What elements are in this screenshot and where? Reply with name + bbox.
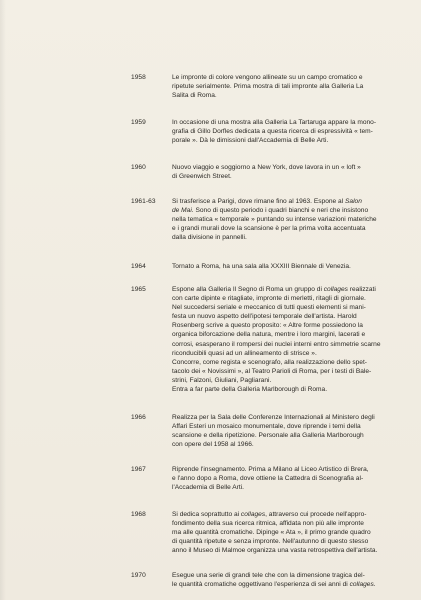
entry-text-line: Espone alla Galleria Il Segno di Roma un gruppo di collages realizzati bbox=[172, 286, 376, 293]
entry-text-line: ma alle quantità cromatiche. Dipinge « Ata », il primo grande quadro bbox=[172, 529, 371, 537]
entry-text-line: Entra a far parte della Galleria Marlborough di Roma. bbox=[172, 386, 328, 394]
entry-text-line: dalla divisione in pannelli. bbox=[172, 234, 247, 242]
entry-text bbox=[172, 413, 412, 449]
entry-text-line: Esegue una serie di grandi tele che con la dimensione tragica del- bbox=[172, 572, 365, 579]
entry-text-line: ripetute serialmente. Prima mostra di tali impronte alla Galleria La bbox=[172, 83, 364, 91]
entry-year: 1967 bbox=[131, 466, 146, 473]
entry-text-line: tacolo dei « Novissimi », al Teatro Parioli di Roma, per i testi di Bale- bbox=[172, 367, 372, 375]
entry-text-line: l'Accademia di Belle Arti. bbox=[172, 484, 244, 492]
entry-text-line: di Greenwich Street. bbox=[172, 173, 232, 181]
entry-text bbox=[172, 465, 412, 492]
entry-text-line: e l'anno dopo a Roma, dove ottiene la Cattedra di Scenografia al- bbox=[172, 475, 364, 483]
entry-text-line: Si dedica soprattutto ai collages, attraverso cui procede nell'appro- bbox=[172, 511, 367, 518]
entry-text bbox=[172, 571, 412, 589]
entry-year: 1966 bbox=[131, 414, 146, 421]
entry-year: 1965 bbox=[131, 286, 146, 293]
entry-text-line: e i grandi murali dove la scansione è per la prima volta accentuata bbox=[172, 225, 366, 233]
entry-year: 1964 bbox=[131, 263, 146, 270]
entry-text bbox=[172, 197, 412, 242]
entry-text bbox=[172, 163, 412, 181]
entry-text-line: porale ». Dà le dimissioni dall'Accademia di Belle Arti. bbox=[172, 137, 329, 145]
entry-year: 1959 bbox=[131, 119, 146, 126]
entry-text-line: le quantità cromatiche oggettivano l'esperienza di sei anni di collages. bbox=[172, 581, 376, 589]
entry-text-line: fondimento della sua ricerca ritmica, affidata non più alle impronte bbox=[172, 520, 364, 528]
entry-text-line: Realizza per la Sala delle Conferenze Internazionali al Ministero degli bbox=[172, 414, 375, 421]
entry-text-line: grafia di Gillo Dorfles dedicata a questa ricerca di espressività « tem- bbox=[172, 128, 373, 136]
entry-text-line: Nuovo viaggio e soggiorno a New York, dove lavora in un « loft » bbox=[172, 164, 361, 171]
entry-text-line: Rosenberg scrive a questo proposito: « Altre forme possiedono la bbox=[172, 322, 363, 330]
entry-text-line: Riprende l'insegnamento. Prima a Milano al Liceo Artistico di Brera, bbox=[172, 466, 369, 473]
entry-text-line: In occasione di una mostra alla Galleria La Tartaruga appare la mono- bbox=[172, 119, 377, 126]
entry-text-line: festa un nuovo aspetto dell'ipotesi temporale dell'artista. Harold bbox=[172, 313, 357, 321]
entry-year: 1958 bbox=[131, 74, 146, 81]
entry-year: 1960 bbox=[131, 164, 146, 171]
entry-text bbox=[172, 262, 412, 271]
entry-text-line: Le impronte di colore vengono allineate su un campo cromatico e bbox=[172, 74, 363, 81]
entry-text-line: organica biforcazione della natura, mentre i loro margini, lacerati e bbox=[172, 331, 366, 339]
entry-text-line: di quantità ripetute e senza impronte. Nell'autunno di questo stesso bbox=[172, 538, 369, 546]
entry-text-line: con opere del 1958 al 1966. bbox=[172, 441, 254, 449]
entry-text bbox=[172, 285, 412, 394]
page-edge-shadow bbox=[0, 0, 6, 600]
entry-text-line: de Mai. Sono di questo periodo i quadri bianchi e neri che insistono bbox=[172, 207, 369, 215]
entry-year: 1961-63 bbox=[131, 198, 156, 205]
entry-text-line: Si trasferisce a Parigi, dove rimane fino al 1963. Espone al Salon bbox=[172, 198, 362, 205]
entry-text-line: strini, Falzoni, Giuliani, Pagliarani. bbox=[172, 376, 272, 384]
entry-text-line: riconducibili quasi ad un allineamento di strisce ». bbox=[172, 349, 317, 357]
entry-year: 1970 bbox=[131, 572, 146, 579]
entry-text-line: corrosi, esasperano il rompersi dei nuclei interni entro simmetrie scarne bbox=[172, 340, 381, 348]
entry-text-line: Salita di Roma. bbox=[172, 92, 217, 100]
entry-text-line: Concorre, come regista e scenografo, alla realizzazione dello spet- bbox=[172, 358, 367, 366]
entry-text-line: Tornato a Roma, ha una sala alla XXXIII Biennale di Venezia. bbox=[172, 263, 351, 270]
entry-text-line: Affari Esteri un mosaico monumentale, dove riprende i temi della bbox=[172, 423, 361, 431]
entry-text bbox=[172, 73, 412, 100]
entry-text-line: Nel succedersi seriale e meccanico di tutti questi elementi si mani- bbox=[172, 304, 366, 312]
entry-text bbox=[172, 118, 412, 145]
entry-text bbox=[172, 510, 412, 555]
entry-text-line: nella tematica « temporale » puntando su intense variazioni materiche bbox=[172, 216, 377, 224]
entry-text-line: scansione e della ripetizione. Personale alla Galleria Marlborough bbox=[172, 432, 364, 440]
entry-year: 1968 bbox=[131, 511, 146, 518]
entry-text-line: anno il Museo di Malmoe organizza una vasta retrospettiva dell'artista. bbox=[172, 547, 378, 555]
entry-text-line: con carte dipinte e ritagliate, impronte di merletti, ritagli di giornale. bbox=[172, 295, 366, 303]
